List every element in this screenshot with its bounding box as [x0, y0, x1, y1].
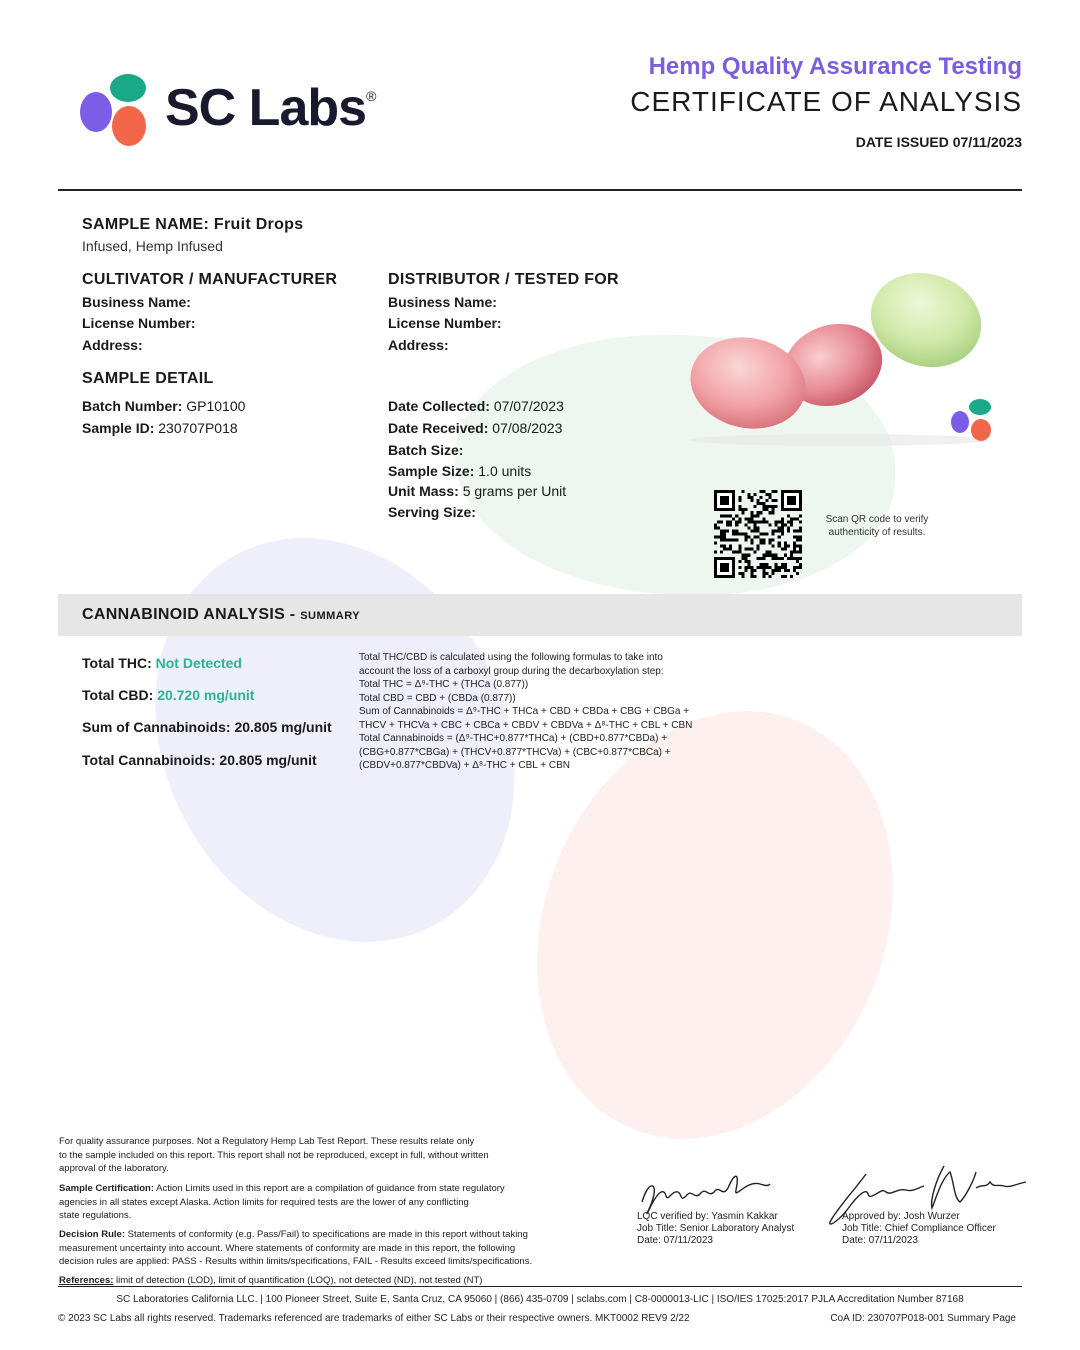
- date-collected: Date Collected: 07/07/2023: [388, 398, 564, 414]
- cultivator-business-name: Business Name:: [82, 294, 191, 310]
- summary-title: CANNABINOID ANALYSIS - SUMMARY: [82, 606, 361, 623]
- distributor-business-name: Business Name:: [388, 294, 497, 310]
- total-cannabinoids: Total Cannabinoids: 20.805 mg/unit: [82, 752, 317, 768]
- cultivator-address: Address:: [82, 337, 143, 353]
- decision-rule: Decision Rule: Statements of conformity (e.g. Pass/Fail) to specifications are made in this report without taking measurement uncertainty into account. Where statements of conformity are made in this report, the following decision rules are applied: PASS - Results within limits/specifications, FAIL - Results exceed limits/specifications.: [59, 1229, 533, 1267]
- date-received: Date Received: 07/08/2023: [388, 420, 563, 436]
- qr-code-icon[interactable]: [714, 490, 802, 578]
- batch-number: Batch Number: GP10100: [82, 398, 246, 414]
- copyright-footer: © 2023 SC Labs all rights reserved. Trademarks referenced are trademarks of either SC Labs or their respective owners. MKT0002 REV9 2/22 CoA ID: 230707P018-001 Summary Page: [58, 1313, 1016, 1324]
- distributor-heading: DISTRIBUTOR / TESTED FOR: [388, 271, 619, 288]
- date-issued: DATE ISSUED 07/11/2023: [855, 134, 1022, 150]
- logo-orange-dot: [112, 106, 146, 146]
- sample-detail-heading: SAMPLE DETAIL: [82, 370, 214, 387]
- references: References: limit of detection (LOD), limit of quantification (LOQ), not detected (ND), not tested (NT): [59, 1275, 483, 1286]
- footer-divider: [58, 1286, 1022, 1287]
- total-cbd: Total CBD: 20.720 mg/unit: [82, 687, 255, 703]
- total-thc: Total THC: Not Detected: [82, 655, 242, 671]
- logo-purple-dot: [80, 92, 112, 132]
- sample-name: SAMPLE NAME: Fruit Drops: [82, 216, 304, 233]
- coa-id: CoA ID: 230707P018-001 Summary Page: [830, 1313, 1016, 1324]
- report-subtitle: Hemp Quality Assurance Testing: [648, 53, 1022, 80]
- sum-of-cannabinoids: Sum of Cannabinoids: 20.805 mg/unit: [82, 719, 332, 735]
- batch-size: Batch Size:: [388, 442, 464, 458]
- sample-type: Infused, Hemp Infused: [82, 238, 223, 254]
- sample-certification: Sample Certification: Action Limits used in this report are a compilation of guidance from state regulatory agencies in all states except Alaska. Action limits for required tests are the lower of any conflicting state regulations.: [59, 1183, 505, 1221]
- sc-labs-logo: [80, 74, 150, 146]
- sample-id: Sample ID: 230707P018: [82, 420, 238, 436]
- qa-disclaimer: For quality assurance purposes. Not a Regulatory Hemp Lab Test Report. These results relate only to the sample included on this report. This report shall not be reproduced, except in full, without written approval of the laboratory.: [59, 1136, 489, 1174]
- distributor-address: Address:: [388, 337, 449, 353]
- qr-caption: Scan QR code to verify authenticity of results.: [825, 514, 929, 538]
- logo-teal-dot: [110, 74, 146, 102]
- header-divider: [58, 189, 1022, 191]
- cultivator-license-number: License Number:: [82, 315, 196, 331]
- product-photo: [680, 270, 1002, 450]
- unit-mass: Unit Mass: 5 grams per Unit: [388, 483, 567, 499]
- sample-size: Sample Size: 1.0 units: [388, 463, 532, 479]
- serving-size: Serving Size:: [388, 504, 476, 520]
- approver: Approved by: Josh Wurzer Job Title: Chief Compliance Officer Date: 07/11/2023: [842, 1211, 996, 1246]
- lab-address-footer: SC Laboratories California LLC. | 100 Pioneer Street, Suite E, Santa Cruz, CA 95060 | (866) 435-0709 | sclabs.com | C8-0000013-LIC | ISO/IES 17025:2017 PJLA Accreditation Number 87168: [116, 1294, 964, 1305]
- formula-notes: Total THC/CBD is calculated using the following formulas to take into account the loss of a carboxyl group during the decarboxylation step: Total THC = Δ⁹-THC + (THCa (0.877)) Total CBD = CBD + (CBDa (0.877)) Sum of Cannabinoids = Δ⁹-THC + THCa + CBD + CBDa + CBG + CBGa + THCV + THCVa + CBC + CBCa + CBDV + CBDVa + Δ⁸-THC + CBL + CBN Total Cannabinoids = (Δ⁹-THC+0.877*THCa) + (CBD+0.877*CBDa) + (CBG+0.877*CBGa) + (THCV+0.877*THCVa) + (CBC+0.877*CBCa) + (CBDV+0.877*CBDVa) + Δ⁸-THC + CBL + CBN: [359, 652, 693, 771]
- cultivator-heading: CULTIVATOR / MANUFACTURER: [82, 271, 338, 288]
- brand-name: SC Labs®: [165, 79, 376, 137]
- report-title: CERTIFICATE OF ANALYSIS: [630, 86, 1022, 117]
- distributor-license-number: License Number:: [388, 315, 502, 331]
- lqc-verifier: LQC verified by: Yasmin Kakkar Job Title: Senior Laboratory Analyst Date: 07/11/2023: [637, 1211, 795, 1246]
